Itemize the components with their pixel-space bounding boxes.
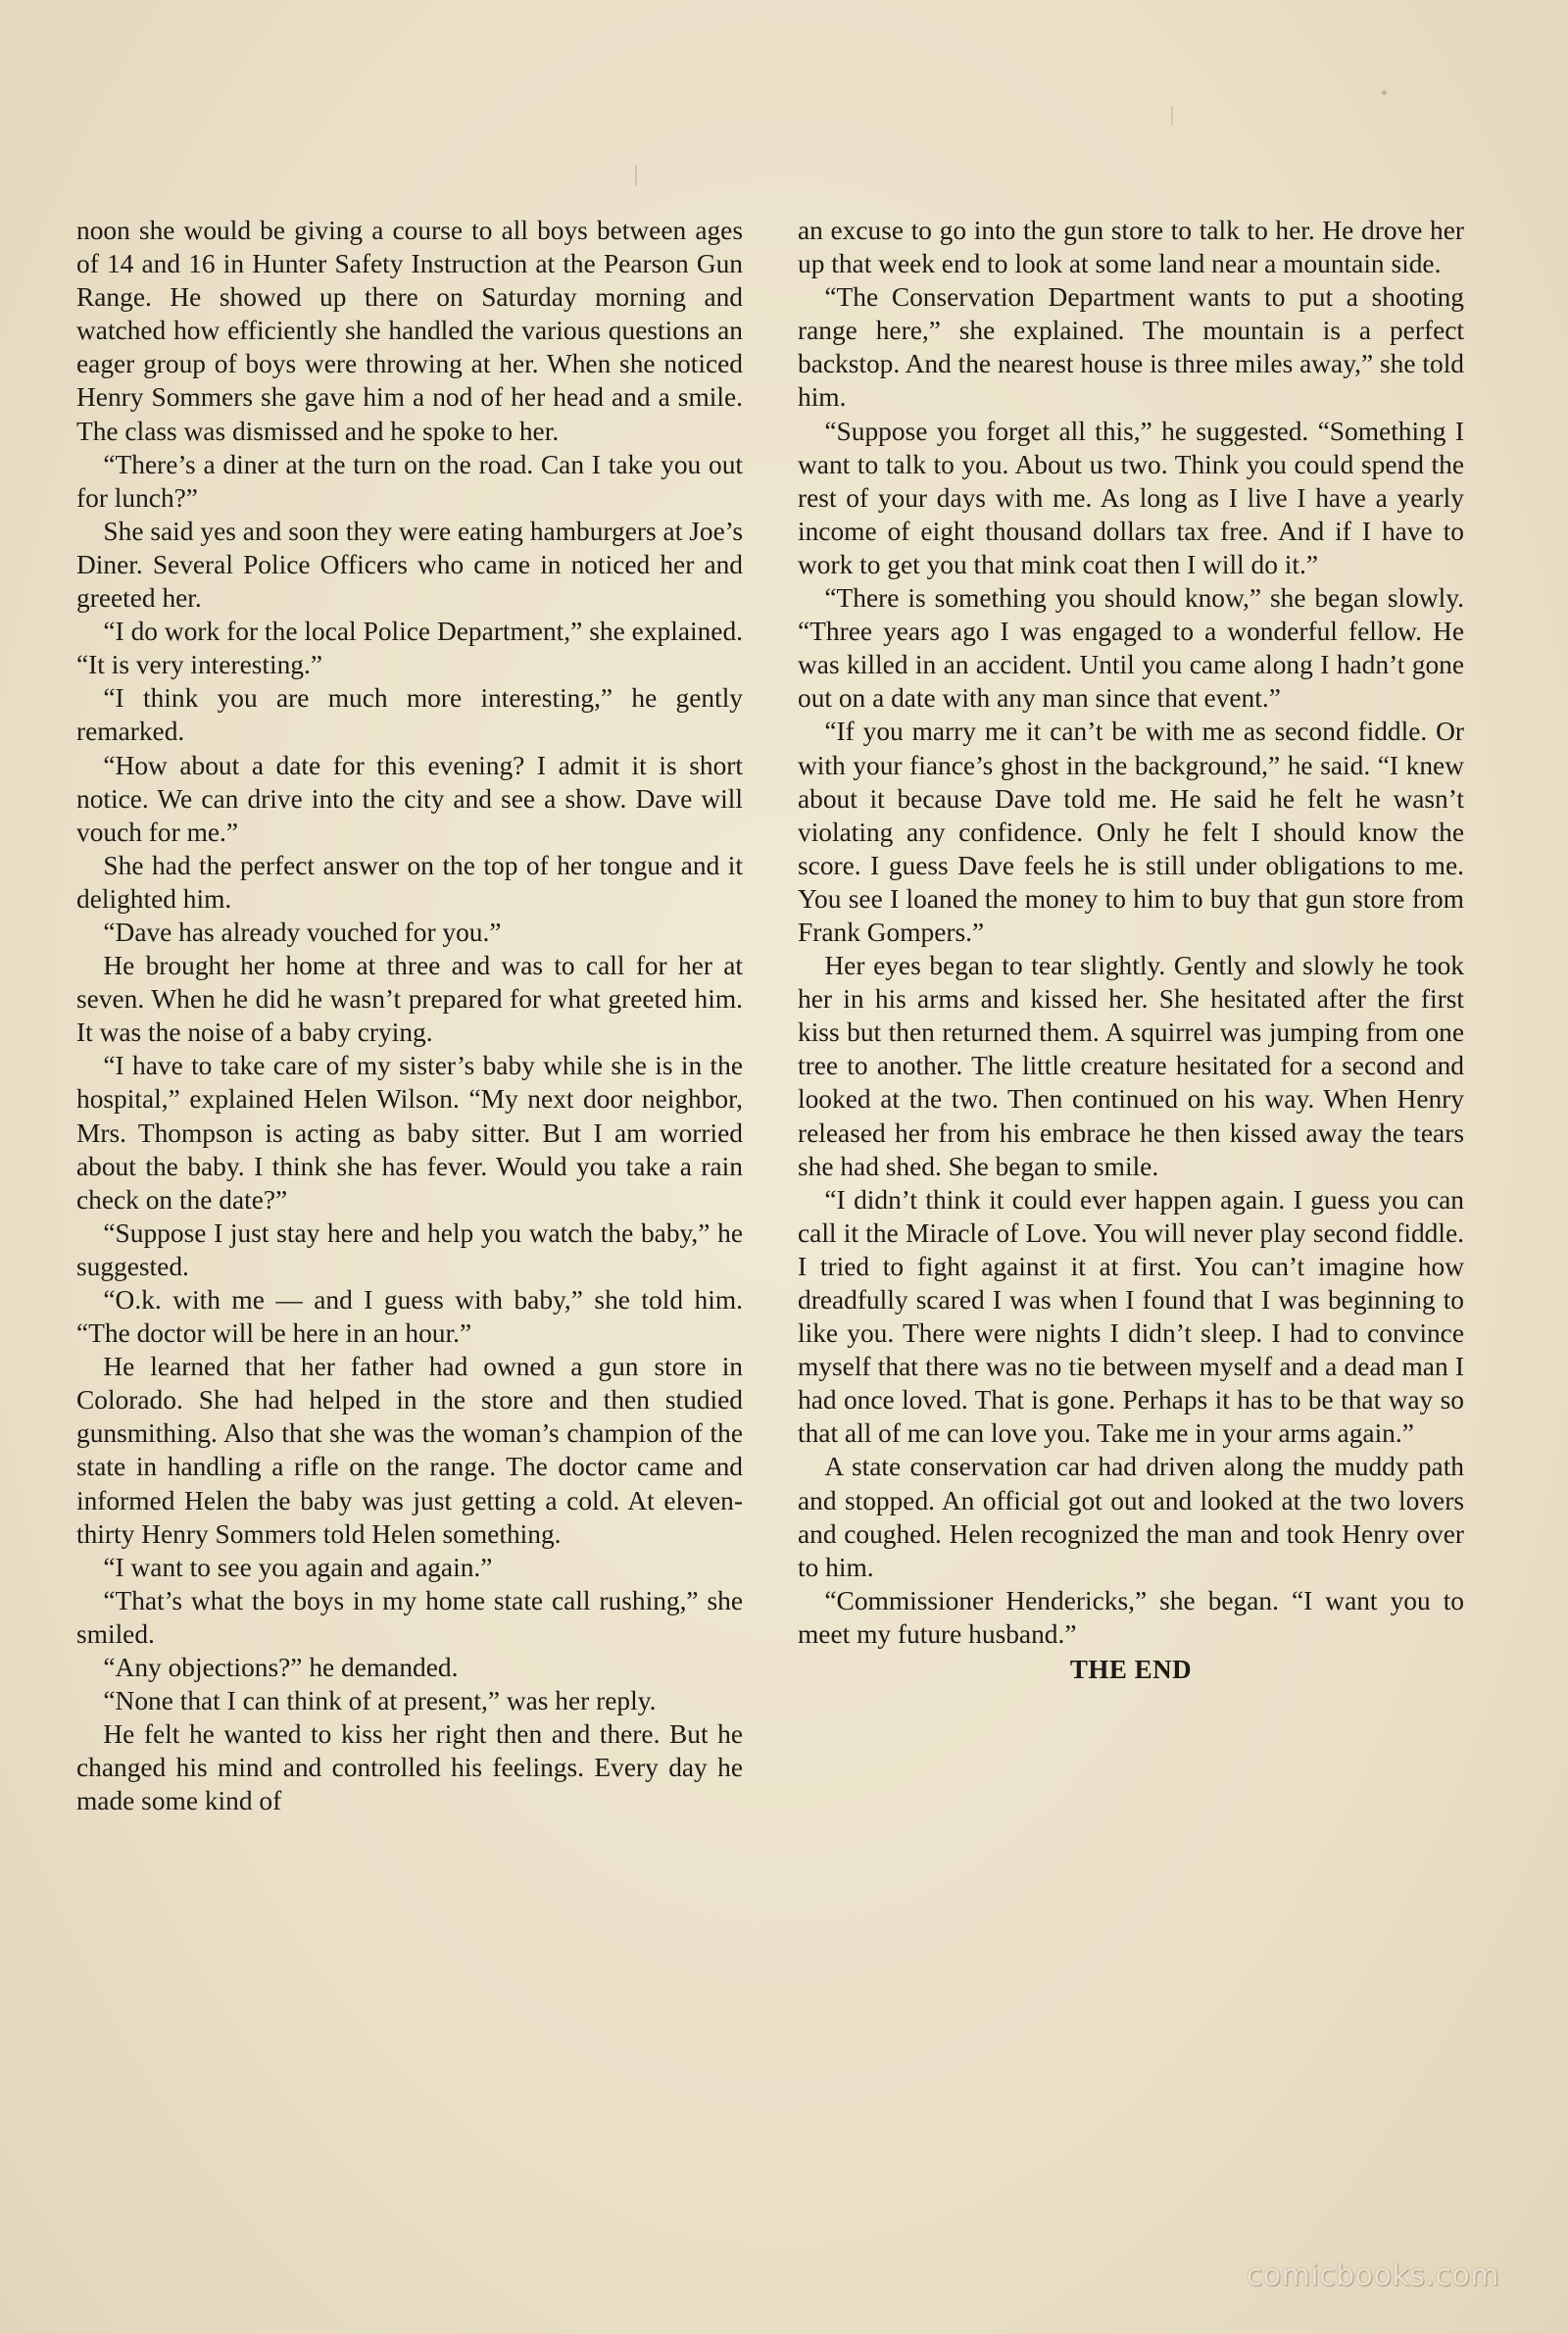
paragraph: “Commissioner Hendericks,” she began. “I want you to meet my future husband.” <box>798 1585 1464 1649</box>
paragraph: “I have to take care of my sister’s baby while she is in the hospital,” explained Helen Wilson. “My next door neighbor, Mrs. Thompson is acting as baby sitter. But I am worried about the baby. I think she has fever. Would you take a rain check on the date?” <box>76 1051 743 1215</box>
paragraph: “None that I can think of at present,” was her reply. <box>103 1686 657 1716</box>
paragraph: “I didn’t think it could ever happen again. I guess you can call it the Miracle of Love. You will never play second fiddle. I tried to fight against it at first. You can’t imagine how dreadfully scared I was when I found that I was beginning to like you. There were nights I didn’t sleep. I had to convince myself that there was no tie between myself and a dead man I had once loved. That is gone. Perhaps it has to be that way so that all of me can love you. Take me in your arms again.” <box>798 1184 1464 1449</box>
paragraph: A state conservation car had driven along the muddy path and stopped. An official got out and looked at the two lovers and coughed. Helen recognized the man and took Henry over to him. <box>798 1452 1464 1582</box>
left-text-column <box>76 214 743 1818</box>
paper-speck <box>1382 90 1387 95</box>
paragraph: “O.k. with me — and I guess with baby,” she told him. “The doctor will be here in an hour.” <box>76 1285 743 1349</box>
paragraph: He learned that her father had owned a gun store in Colorado. She had helped in the store and then studied gunsmithing. Also that she was the woman’s champion of the state in handling a rifle on the range. The doctor came and informed Helen the baby was just getting a cold. At eleven-thirty Henry Sommers told Helen something. <box>76 1352 743 1549</box>
the-end-label: THE END <box>1069 1655 1193 1685</box>
paragraph: “There’s a diner at the turn on the road. Can I take you out for lunch?” <box>76 449 743 513</box>
paper-scratch <box>635 165 637 186</box>
paragraph: Her eyes began to tear slightly. Gently and slowly he took her in his arms and kissed her. She hesitated after the first kiss but then returned them. A squirrel was jumping from one tree to another. The little creature hesitated for a second and looked at the two. Then continued on his way. When Henry released her from his embrace he then kissed away the tears she had shed. She began to smile. <box>798 951 1464 1181</box>
paragraph: “Dave has already vouched for you.” <box>103 917 502 947</box>
paragraph: “I think you are much more interesting,” he gently remarked. <box>76 683 743 747</box>
watermark: comicbooks.com <box>1246 2259 1499 2293</box>
paragraph: “If you marry me it can’t be with me as second fiddle. Or with your fiance’s ghost in the background,” he said. “I knew about it because Dave told me. He said he felt he wasn’t violating any confidence. Only he felt I should know the score. I guess Dave feels he is still under obligations to me. You see I loaned the money to him to buy that gun store from Frank Gompers.” <box>798 717 1464 947</box>
paragraph: “The Conservation Department wants to put a shooting range here,” she explained. The mountain is a perfect backstop. And the nearest house is three miles away,” she told him. <box>798 282 1464 413</box>
paragraph: “Suppose you forget all this,” he suggested. “Something I want to talk to you. About us two. Think you could spend the rest of your days with me. As long as I live I have a yearly income of eight thousand dollars tax free. And if I have to work to get you that mink coat then I will do it.” <box>798 416 1464 579</box>
paragraph: noon she would be giving a course to all boys between ages of 14 and 16 in Hunter Safety Instruction at the Pearson Gun Range. He showed up there on Saturday morning and watched how efficiently she handled the various questions an eager group of boys were throwing at her. When she noticed Henry Sommers she gave him a nod of her head and a smile. The class was dismissed and he spoke to her. <box>76 216 743 446</box>
paragraph: an excuse to go into the gun store to talk to her. He drove her up that week end to look at some land near a mountain side. <box>798 216 1464 279</box>
paragraph: She said yes and soon they were eating hamburgers at Joe’s Diner. Several Police Officers who came in noticed her and greeted her. <box>76 516 743 614</box>
paragraph: “I want to see you again and again.” <box>103 1552 493 1582</box>
paragraph: “Any objections?” he demanded. <box>103 1653 459 1683</box>
paragraph: “I do work for the local Police Department,” she explained. “It is very interesting.” <box>76 617 743 680</box>
paragraph: “There is something you should know,” she began slowly. “Three years ago I was engaged to a wonderful fellow. He was killed in an accident. Until you came along I hadn’t gone out on a date with any man since that event.” <box>798 583 1464 714</box>
paragraph: “How about a date for this evening? I admit it is short notice. We can drive into the city and see a show. Dave will vouch for me.” <box>76 750 743 847</box>
paragraph: She had the perfect answer on the top of her tongue and it delighted him. <box>76 850 743 914</box>
paragraph: He felt he wanted to kiss her right then and there. But he changed his mind and controlled his feelings. Every day he made some kind of <box>76 1719 743 1816</box>
paper-scratch <box>1171 106 1173 125</box>
right-text-column <box>798 214 1464 1686</box>
paragraph: “Suppose I just stay here and help you watch the baby,” he suggested. <box>76 1217 743 1281</box>
paragraph: “That’s what the boys in my home state call rushing,” she smiled. <box>76 1585 743 1649</box>
paragraph: He brought her home at three and was to call for her at seven. When he did he wasn’t prepared for what greeted him. It was the noise of a baby crying. <box>76 951 743 1048</box>
